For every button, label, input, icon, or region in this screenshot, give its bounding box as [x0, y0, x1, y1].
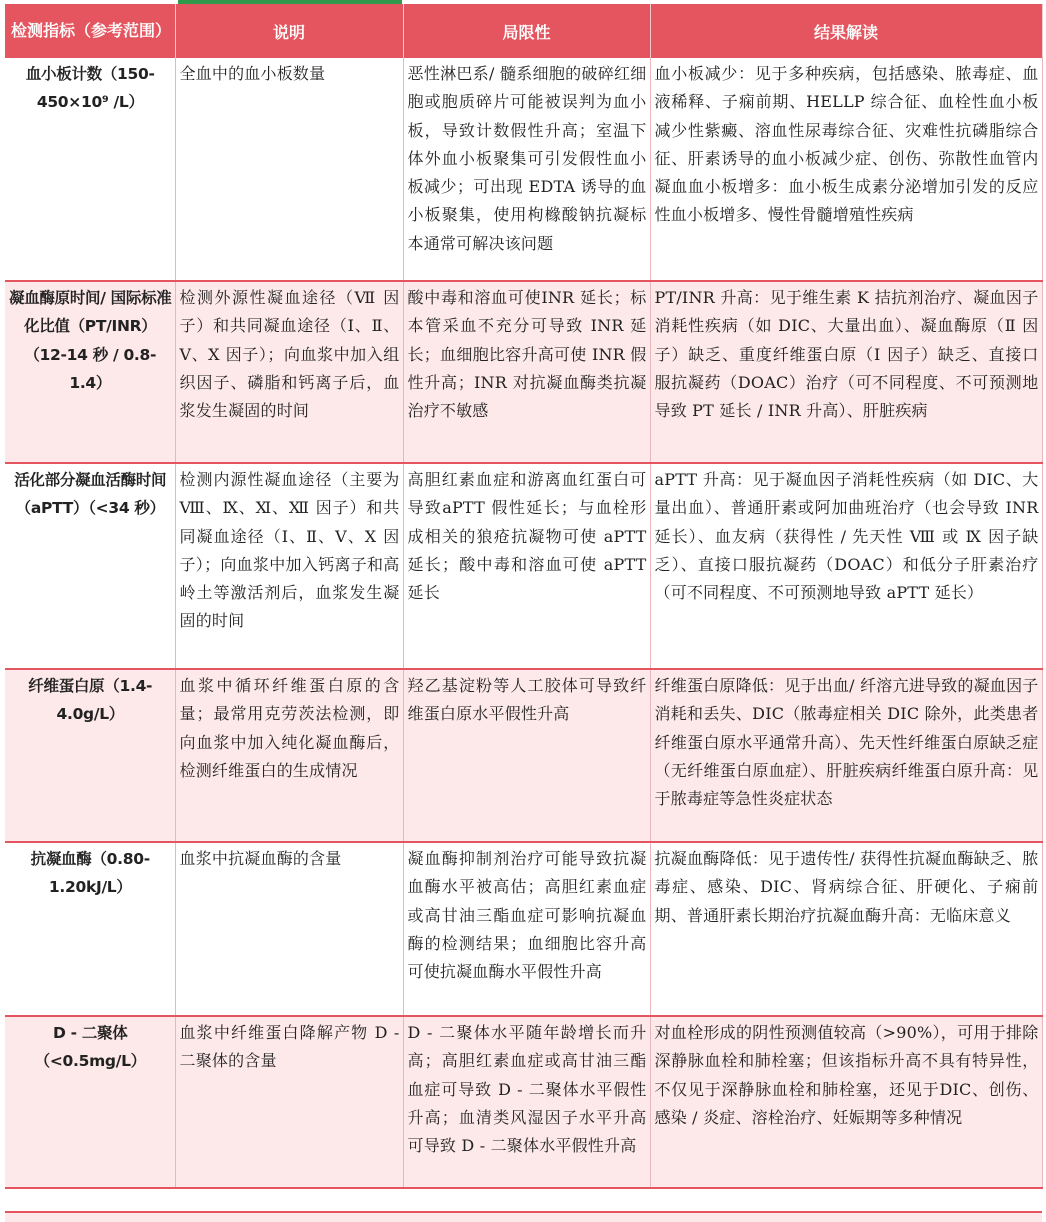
cell-indicator[interactable]: 凝血酶原时间/ 国际标准化比值（PT/INR）（12-14 秒 / 0.8-1.4）: [5, 281, 175, 463]
cell-description[interactable]: 检测外源性凝血途径（Ⅶ 因子）和共同凝血途径（Ⅰ、Ⅱ、Ⅴ、Ⅹ 因子）；向血浆中加入组织因子、磷脂和钙离子后，血浆发生凝固的时间: [175, 281, 403, 463]
table-row-d-dimer: [5, 1016, 1042, 1188]
cell-description[interactable]: 全血中的血小板数量: [175, 58, 403, 281]
table-row-pt-inr: [5, 281, 1042, 463]
coagulation-tests-table: [5, 4, 1043, 1189]
header-interpretation[interactable]: 结果解读: [650, 4, 1042, 58]
table-header: [5, 4, 1042, 58]
header-description[interactable]: 说明: [175, 4, 403, 58]
cell-interpretation[interactable]: aPTT 升高：见于凝血因子消耗性疾病（如 DIC、大量出血）、普通肝素或阿加曲班治疗（也会导致 INR 延长）、血友病（获得性 / 先天性 Ⅷ 或 Ⅸ 因子缺乏）、直接口服抗凝药（DOAC）和低分子肝素治疗（可不同程度、不可预测地导致 aPTT 延长）: [650, 463, 1042, 669]
cell-description[interactable]: 血浆中纤维蛋白降解产物 D - 二聚体的含量: [175, 1016, 403, 1188]
cell-description[interactable]: 血浆中抗凝血酶的含量: [175, 842, 403, 1016]
cell-limitation[interactable]: 羟乙基淀粉等人工胶体可导致纤维蛋白原水平假性升高: [403, 669, 650, 842]
cell-description[interactable]: 检测内源性凝血途径（主要为 Ⅷ、Ⅸ、Ⅺ、Ⅻ 因子）和共同凝血途径（Ⅰ、Ⅱ、Ⅴ、Ⅹ 因子）；向血浆中加入钙离子和高岭土等激活剂后，血浆发生凝固的时间: [175, 463, 403, 669]
cell-interpretation[interactable]: 抗凝血酶降低：见于遗传性/ 获得性抗凝血酶缺乏、脓毒症、感染、DIC、肾病综合征、肝硬化、子痫前期、普通肝素长期治疗抗凝血酶升高：无临床意义: [650, 842, 1042, 1016]
cell-limitation[interactable]: 凝血酶抑制剂治疗可能导致抗凝血酶水平被高估；高胆红素血症或高甘油三酯血症可影响抗凝血酶的检测结果；血细胞比容升高可使抗凝血酶水平假性升高: [403, 842, 650, 1016]
table-row-antithrombin: [5, 842, 1042, 1016]
cell-interpretation[interactable]: 对血栓形成的阴性预测值较高（>90%），可用于排除深静脉血栓和肺栓塞；但该指标升高不具有特异性，不仅见于深静脉血栓和肺栓塞，还见于DIC、创伤、感染 / 炎症、溶栓治疗、妊娠期等多种情况: [650, 1016, 1042, 1188]
table-row-fibrinogen: [5, 669, 1042, 842]
cell-limitation[interactable]: 酸中毒和溶血可使INR 延长；标本管采血不充分可导致 INR 延长；血细胞比容升高可使 INR 假性升高；INR 对抗凝血酶类抗凝治疗不敏感: [403, 281, 650, 463]
cell-limitation[interactable]: 恶性淋巴系/ 髓系细胞的破碎红细胞或胞质碎片可能被误判为血小板，导致计数假性升高；室温下体外血小板聚集可引发假性血小板减少；可出现 EDTA 诱导的血小板聚集，使用枸橼酸钠抗凝标本通常可解决该问题: [403, 58, 650, 281]
cell-interpretation[interactable]: 纤维蛋白原降低：见于出血/ 纤溶亢进导致的凝血因子消耗和丢失、DIC（脓毒症相关 DIC 除外，此类患者纤维蛋白原水平通常升高）、先天性纤维蛋白原缺乏症（无纤维蛋白原血症）、肝脏疾病纤维蛋白原升高：见于脓毒症等急性炎症状态: [650, 669, 1042, 842]
cell-limitation[interactable]: 高胆红素血症和游离血红蛋白可导致aPTT 假性延长；与血栓形成相关的狼疮抗凝物可使 aPTT 延长；酸中毒和溶血可使 aPTT 延长: [403, 463, 650, 669]
header-limitation[interactable]: 局限性: [403, 4, 650, 58]
cell-interpretation[interactable]: 血小板减少：见于多种疾病，包括感染、脓毒症、血液稀释、子痫前期、HELLP 综合征、血栓性血小板减少性紫癜、溶血性尿毒综合征、灾难性抗磷脂综合征、肝素诱导的血小板减少症、创伤、弥散性血管内凝血血小板增多：血小板生成素分泌增加引发的反应性血小板增多、慢性骨髓增殖性疾病: [650, 58, 1042, 281]
cell-interpretation[interactable]: PT/INR 升高：见于维生素 K 拮抗剂治疗、凝血因子消耗性疾病（如 DIC、大量出血）、凝血酶原（Ⅱ 因子）缺乏、重度纤维蛋白原（Ⅰ 因子）缺乏、直接口服抗凝药（DOAC）治疗（可不同程度、不可预测地导致 PT 延长 / INR 升高）、肝脏疾病: [650, 281, 1042, 463]
cell-indicator[interactable]: 活化部分凝血活酶时间（aPTT）（<34 秒）: [5, 463, 175, 669]
header-indicator[interactable]: 检测指标（参考范围）: [5, 4, 175, 58]
table-row-platelet: [5, 58, 1042, 281]
next-row-band: [5, 1211, 1042, 1222]
table-row-aptt: [5, 463, 1042, 669]
cell-indicator[interactable]: D - 二聚体（<0.5mg/L）: [5, 1016, 175, 1188]
header-row: [5, 4, 1042, 58]
cell-description[interactable]: 血浆中循环纤维蛋白原的含量；最常用克劳茨法检测，即向血浆中加入纯化凝血酶后，检测纤维蛋白的生成情况: [175, 669, 403, 842]
cell-limitation[interactable]: D - 二聚体水平随年龄增长而升高；高胆红素血症或高甘油三酯血症可导致 D - 二聚体水平假性升高；血清类风湿因子水平升高可导致 D - 二聚体水平假性升高: [403, 1016, 650, 1188]
cell-indicator[interactable]: 抗凝血酶（0.80-1.20kJ/L）: [5, 842, 175, 1016]
cell-indicator[interactable]: 血小板计数（150-450×10⁹ /L）: [5, 58, 175, 281]
cell-indicator[interactable]: 纤维蛋白原（1.4-4.0g/L）: [5, 669, 175, 842]
